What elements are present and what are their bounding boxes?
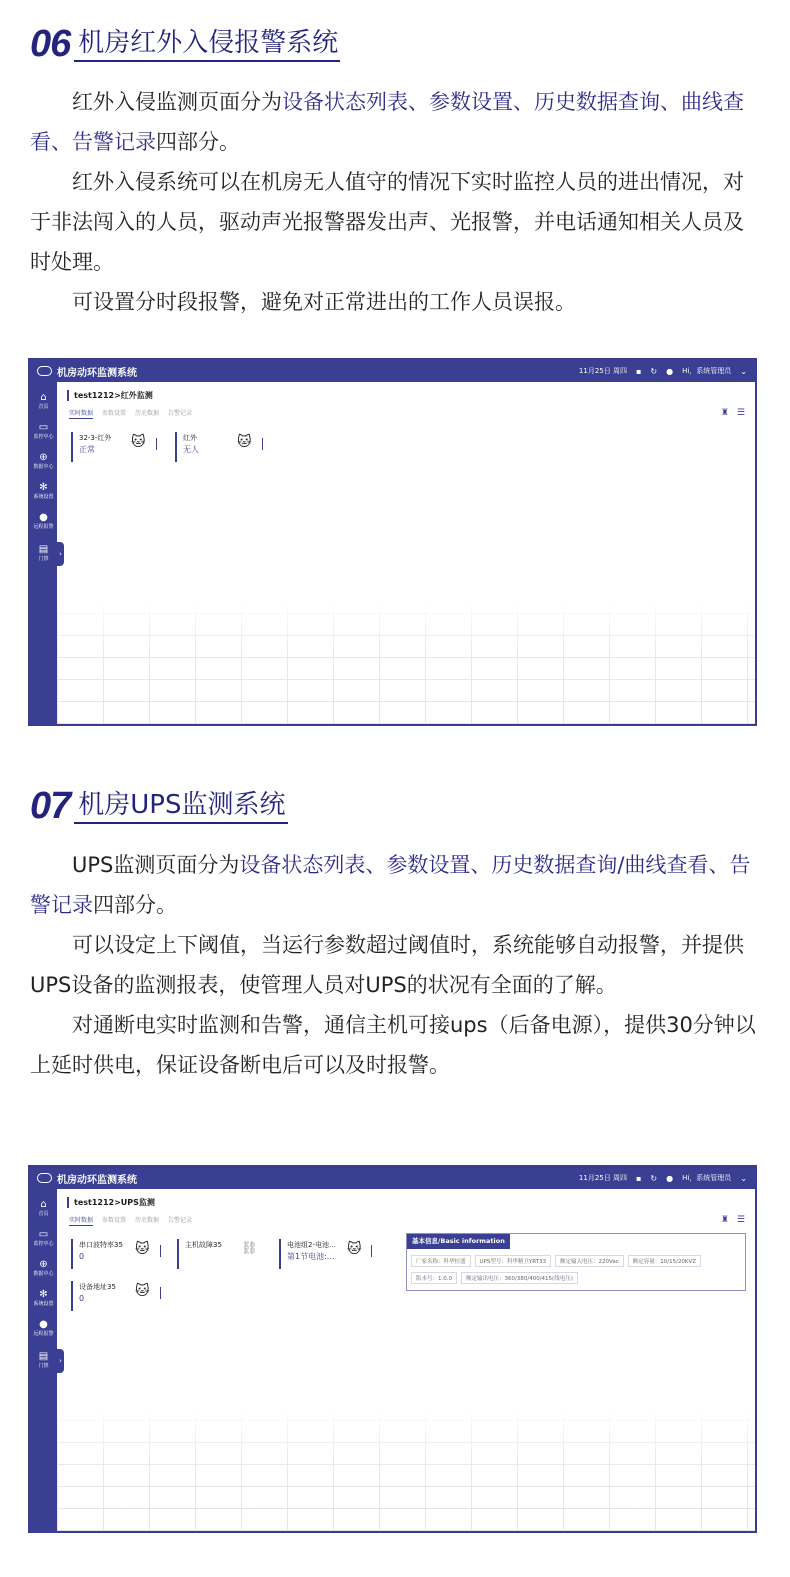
tab-bar bbox=[69, 408, 192, 419]
section-title: 机房红外入侵报警系统 bbox=[74, 26, 340, 62]
sidebar-item-alarm[interactable]: ● 远程报警 bbox=[30, 1319, 57, 1338]
chevron-down-icon[interactable]: ⌄ bbox=[740, 366, 747, 376]
door-icon: ▤ bbox=[38, 1351, 49, 1362]
sidebar-item-settings[interactable]: ✻ 系统设置 bbox=[30, 1289, 57, 1308]
floor-grid bbox=[57, 599, 755, 724]
section-body bbox=[30, 845, 764, 1085]
bulb-icon: ● bbox=[39, 512, 48, 523]
tab-alarm-log[interactable]: 告警记录 bbox=[168, 410, 193, 417]
tab-params[interactable]: 参数设置 bbox=[102, 1217, 127, 1224]
section-number: 06 bbox=[30, 23, 71, 65]
highlight-text: 设备状态列表、参数设置、历史数据查询/曲线查看、告警记录 bbox=[30, 853, 751, 917]
sidebar-item-data[interactable]: ⊕ 数据中心 bbox=[30, 1259, 57, 1278]
sidebar-item-door[interactable]: ▤ 门禁 bbox=[30, 544, 57, 563]
device-card[interactable]: 电池组2-电池... 第1节电池:... 🐱 bbox=[279, 1239, 379, 1269]
device-card[interactable]: 红外 无人 🐱 bbox=[175, 432, 273, 462]
sidebar-item-door[interactable]: ▤ 门禁 bbox=[30, 1351, 57, 1370]
bulb-icon: ● bbox=[39, 1319, 48, 1330]
app-topbar bbox=[30, 360, 755, 382]
robot-avatar-icon: 🐱 bbox=[131, 434, 146, 450]
message-icon[interactable]: ▪ bbox=[635, 1173, 642, 1183]
paragraph: 可以设定上下阈值，当运行参数超过阈值时，系统能够自动报警，并提供UPS设备的监测报表，使管理人员对UPS的状况有全面的了解。 bbox=[30, 933, 744, 997]
device-card[interactable]: 串口波特率35 0 🐱 bbox=[71, 1239, 171, 1269]
main-content bbox=[57, 382, 755, 724]
breadcrumb: test1212>UPS监测 bbox=[67, 1197, 155, 1208]
sidebar bbox=[30, 1189, 57, 1531]
gear-icon: ✻ bbox=[39, 1289, 48, 1300]
date-display: 11月25日 周四 bbox=[578, 367, 627, 375]
app-screenshot-infrared bbox=[28, 358, 757, 726]
floor-grid bbox=[57, 1406, 755, 1531]
section-title: 机房UPS监测系统 bbox=[74, 788, 287, 824]
home-icon: ⌂ bbox=[40, 1199, 47, 1210]
app-screenshot-ups bbox=[28, 1165, 757, 1533]
door-icon: ▤ bbox=[38, 544, 49, 555]
list-icon[interactable]: ☰ bbox=[736, 1215, 745, 1225]
sidebar-toggle[interactable]: › bbox=[57, 542, 64, 566]
info-row: 厂家名称：科华恒盛 UPS型号：科华精卫YRT33 额定输入电压：220Vac 额定容量：10/15/20KVZ bbox=[411, 1255, 701, 1267]
paragraph: UPS监测页面分为设备状态列表、参数设置、历史数据查询/曲线查看、告警记录四部分。 bbox=[30, 853, 751, 917]
section-heading bbox=[30, 785, 288, 827]
app-topbar bbox=[30, 1167, 755, 1189]
paragraph: 可设置分时段报警，避免对正常进出的工作人员误报。 bbox=[72, 290, 576, 314]
robot-avatar-icon: 🐱 bbox=[347, 1241, 362, 1257]
info-icon[interactable]: ● bbox=[666, 1173, 674, 1183]
tab-realtime[interactable]: 实时数据 bbox=[69, 1217, 94, 1224]
cloud-logo-icon bbox=[37, 1173, 52, 1183]
sidebar-item-alarm[interactable]: ● 远程报警 bbox=[30, 512, 57, 531]
plus-circle-icon: ⊕ bbox=[39, 452, 48, 463]
cloud-logo-icon bbox=[37, 366, 52, 376]
tab-realtime[interactable]: 实时数据 bbox=[69, 410, 94, 417]
date-display: 11月25日 周四 bbox=[578, 1174, 627, 1182]
sidebar-toggle[interactable]: › bbox=[57, 1349, 64, 1373]
sidebar-item-monitor[interactable]: ▭ 监控中心 bbox=[30, 422, 57, 441]
section-body bbox=[30, 82, 764, 322]
sidebar-item-data[interactable]: ⊕ 数据中心 bbox=[30, 452, 57, 471]
home-icon: ⌂ bbox=[40, 392, 47, 403]
app-title: 机房动环监测系统 bbox=[57, 367, 137, 379]
sidebar-item-home[interactable]: ⌂ 首页 bbox=[30, 392, 57, 411]
alarm-icon[interactable]: ♜ bbox=[720, 408, 729, 418]
tab-params[interactable]: 参数设置 bbox=[102, 410, 127, 417]
device-card[interactable]: 设备地址35 0 🐱 bbox=[71, 1281, 171, 1311]
user-menu[interactable]: Hi，系统管理员 bbox=[682, 367, 732, 375]
device-card[interactable]: 主机故障35 ⛓ bbox=[177, 1239, 277, 1269]
basic-info-title: 基本信息/Basic information bbox=[407, 1234, 510, 1249]
paragraph: 对通断电实时监测和告警，通信主机可接ups（后备电源），提供30分钟以上延时供电，保证设备断电后可以及时报警。 bbox=[30, 1013, 756, 1077]
gear-icon: ✻ bbox=[39, 482, 48, 493]
plus-circle-icon: ⊕ bbox=[39, 1259, 48, 1270]
tab-bar bbox=[69, 1215, 192, 1226]
refresh-icon[interactable]: ↻ bbox=[650, 1173, 658, 1183]
main-content bbox=[57, 1189, 755, 1531]
device-card[interactable]: 32-3-红外 正常 🐱 bbox=[71, 432, 169, 462]
monitor-icon: ▭ bbox=[38, 422, 49, 433]
link-icon: ⛓ bbox=[241, 1241, 258, 1256]
paragraph: 红外入侵监测页面分为设备状态列表、参数设置、历史数据查询、曲线查看、告警记录四部分。 bbox=[30, 90, 744, 154]
robot-avatar-icon: 🐱 bbox=[237, 434, 252, 450]
highlight-text: 设备状态列表、参数设置、历史数据查询、曲线查看、告警记录 bbox=[30, 90, 744, 154]
chevron-down-icon[interactable]: ⌄ bbox=[740, 1173, 747, 1183]
user-menu[interactable]: Hi，系统管理员 bbox=[682, 1174, 732, 1182]
robot-avatar-icon: 🐱 bbox=[135, 1283, 150, 1299]
sidebar-item-home[interactable]: ⌂ 首页 bbox=[30, 1199, 57, 1218]
list-icon[interactable]: ☰ bbox=[736, 408, 745, 418]
tab-alarm-log[interactable]: 告警记录 bbox=[168, 1217, 193, 1224]
tab-history[interactable]: 历史数据 bbox=[135, 1217, 160, 1224]
app-title: 机房动环监测系统 bbox=[57, 1174, 137, 1186]
section-heading bbox=[30, 23, 340, 65]
sidebar-item-monitor[interactable]: ▭ 监控中心 bbox=[30, 1229, 57, 1248]
section-number: 07 bbox=[30, 785, 71, 827]
tab-history[interactable]: 历史数据 bbox=[135, 410, 160, 417]
robot-avatar-icon: 🐱 bbox=[135, 1241, 150, 1257]
monitor-icon: ▭ bbox=[38, 1229, 49, 1240]
sidebar bbox=[30, 382, 57, 724]
info-icon[interactable]: ● bbox=[666, 366, 674, 376]
alarm-icon[interactable]: ♜ bbox=[720, 1215, 729, 1225]
info-row: 版本号：1.0.0 额定输出电压：360/380/400/415(线电压) bbox=[411, 1272, 578, 1284]
message-icon[interactable]: ▪ bbox=[635, 366, 642, 376]
breadcrumb: test1212>红外监测 bbox=[67, 390, 153, 401]
basic-info-panel bbox=[406, 1233, 746, 1291]
sidebar-item-settings[interactable]: ✻ 系统设置 bbox=[30, 482, 57, 501]
paragraph: 红外入侵系统可以在机房无人值守的情况下实时监控人员的进出情况，对于非法闯入的人员，驱动声光报警器发出声、光报警，并电话通知相关人员及时处理。 bbox=[30, 170, 744, 274]
refresh-icon[interactable]: ↻ bbox=[650, 366, 658, 376]
